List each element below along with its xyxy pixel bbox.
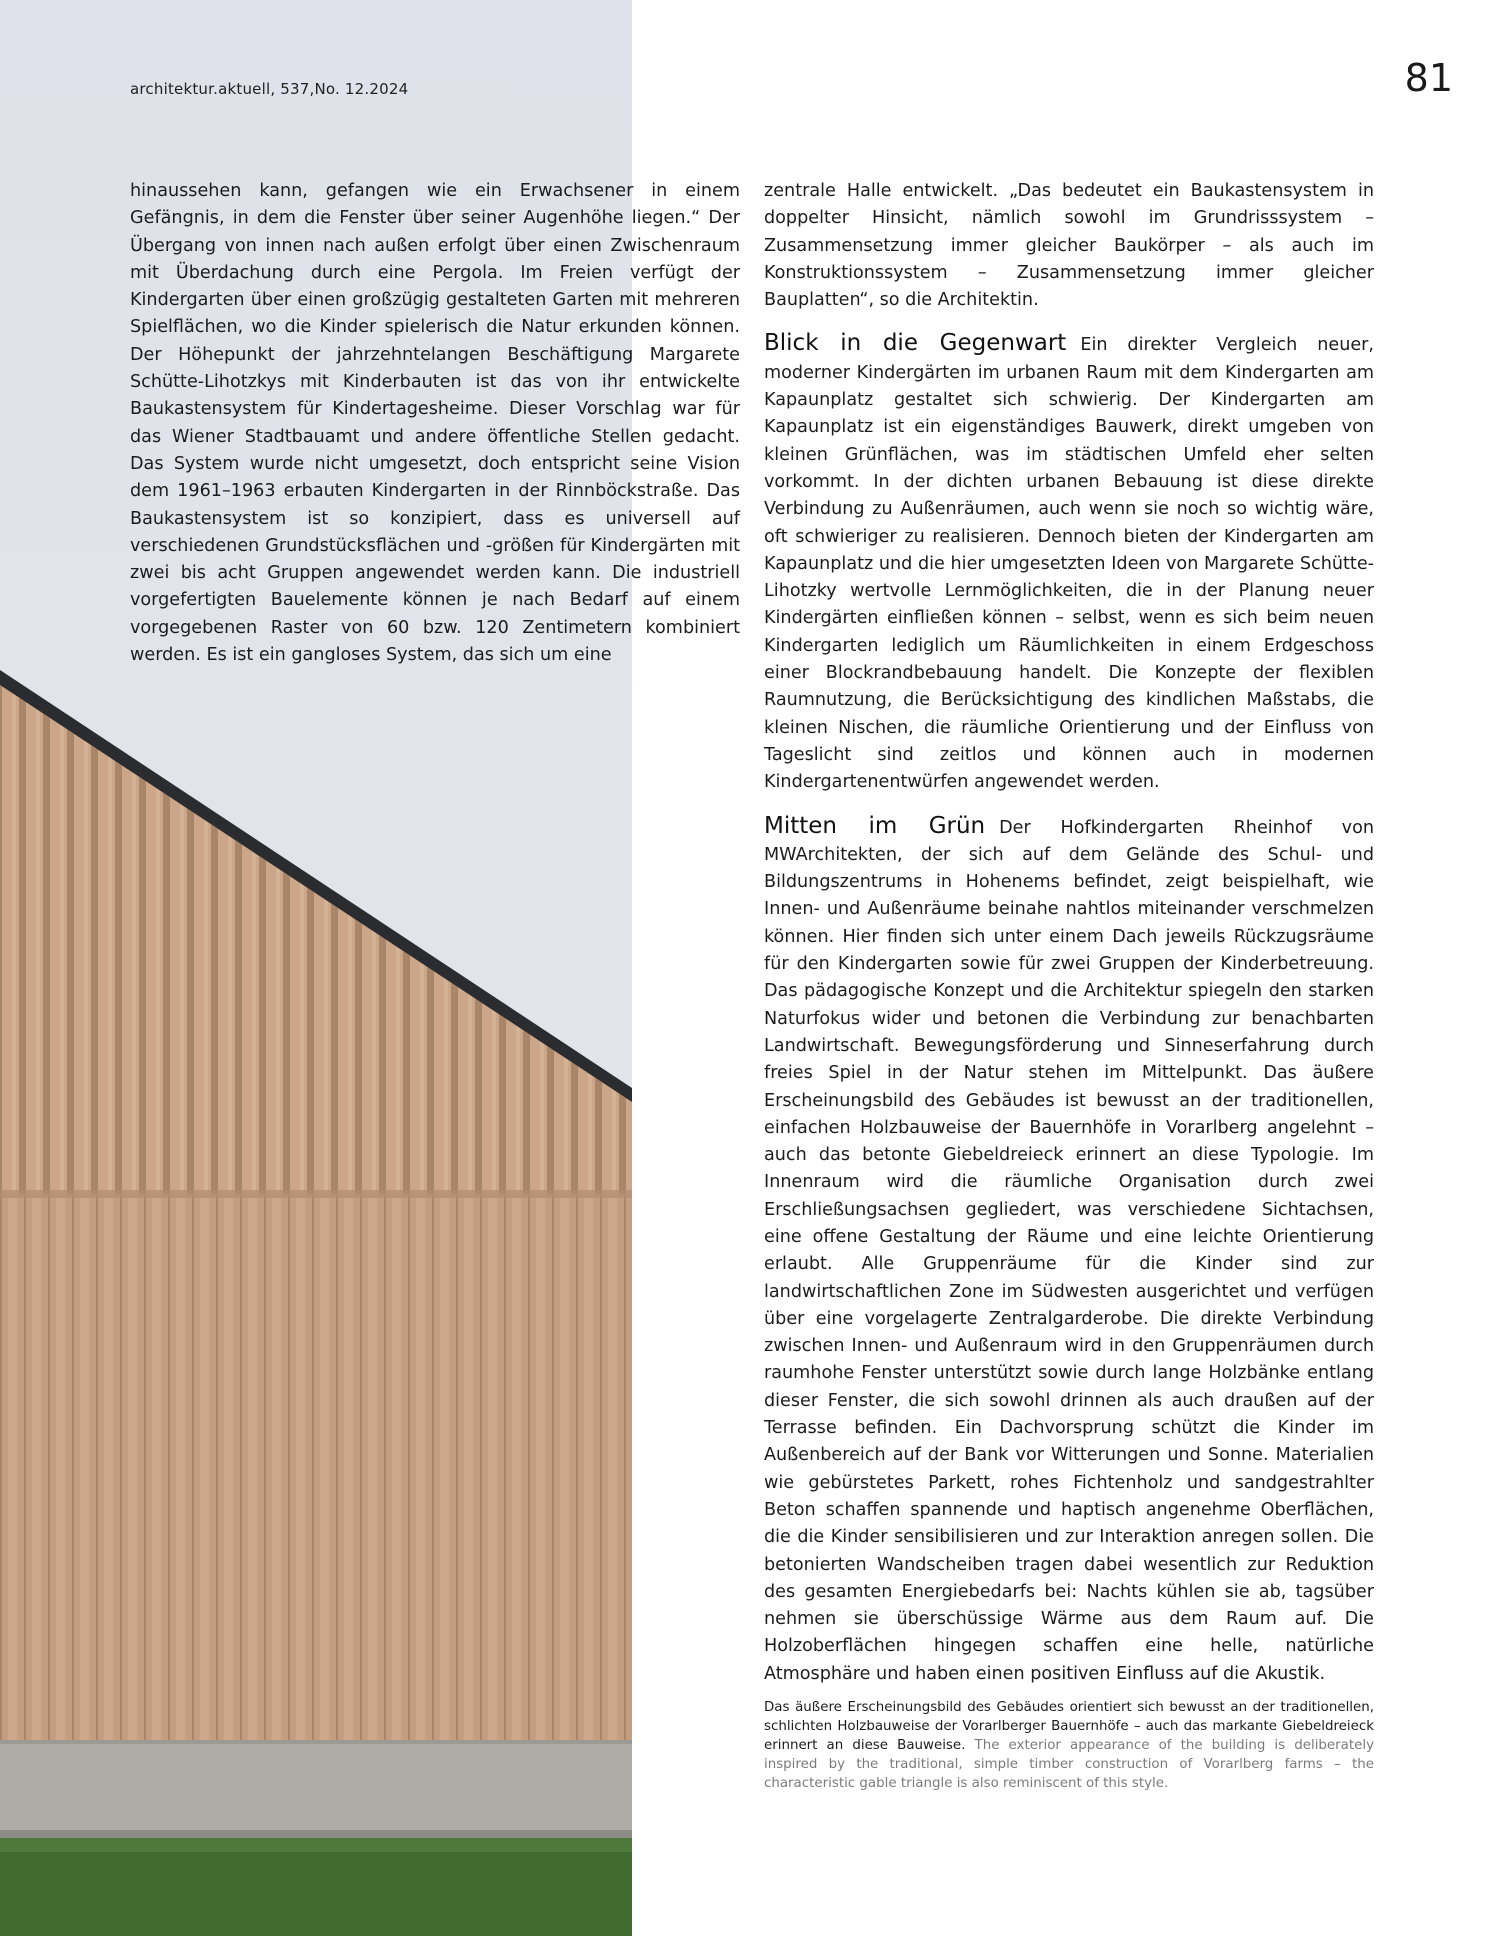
photo-caption [764, 1698, 1374, 1793]
section-mitten-im-gruen [764, 813, 1374, 1689]
section-heading: Blick in die Gegenwart [764, 330, 1067, 357]
caption-german: Das äußere Erscheinungsbild des Gebäudes orientiert sich bewusst an der traditionellen, schlichten Holzbauweise der Vorarlberger Bauernhöfe – auch das markante Giebeldreieck erinnert an diese Bauweise. [764, 1700, 1374, 1753]
section-text: Ein direkter Vergleich neuer, moderner Kindergärten im urbanen Raum mit dem Kindergarten am Kapaunplatz gestaltet sich schwierig. Der Kindergarten am Kapaunplatz ist ein eigenständiges Bauwerk, direkt umgeben von kleinen Grünflächen, was im städtischen Umfeld eher selten vorkommt. In der dichten urbanen Bebauung ist diese direkte Verbindung zu Außenräumen, auch wenn sie noch so wichtig wäre, oft schwieriger zu realisieren. Dennoch bieten der Kindergarten am Kapaunplatz und die hier umgesetzten Ideen von Margarete Schütte-Lihotzky wertvolle Lernmöglichkeiten, die in der Planung neuer Kindergärten einfließen können – selbst, wenn es sich beim neuen Kindergarten lediglich um Räumlichkeiten in einem Erdgeschoss einer Blockrandbebauung handelt. Die Konzepte der flexiblen Raumnutzung, die Berücksichtigung des kindlichen Maßstabs, die kleinen Nischen, die räumliche Orientierung und der Einfluss von Tageslicht sind zeitlos und können auch in modernen Kindergartenentwürfen angewendet werden. [764, 335, 1374, 793]
body-paragraph: hinaussehen kann, gefangen wie ein Erwachsener in einem Gefängnis, in dem die Fenster über seiner Augenhöhe liegen.“ Der Übergang von innen nach außen erfolgt über einen Zwischenraum mit Überdachung durch eine Pergola. Im Freien verfügt der Kindergarten über einen großzügig gestalteten Garten mit mehreren Spielflächen, wo die Kinder spielerisch die Natur erkunden können. Der Höhepunkt der jahrzehntelangen Beschäftigung Margarete Schütte-Lihotzkys mit Kinderbauten ist das von ihr entwickelte Baukastensystem für Kindertagesheime. Dieser Vorschlag war für das Wiener Stadtbauamt und andere öffentliche Stellen gedacht. Das System wurde nicht umgesetzt, doch entspricht seine Vision dem 1961–1963 erbauten Kindergarten in der Rinnböckstraße. Das Baukastensystem ist so konzipiert, dass es universell auf verschiedenen Grundstücksflächen und -größen für Kindergärten mit zwei bis acht Gruppen angewendet werden kann. Die industriell vorgefertigten Bauelemente können je nach Bedarf auf einem vorgegebenen Raster von 60 bzw. 120 Zentimetern kombiniert werden. Es ist ein gangloses System, das sich um eine [130, 181, 740, 666]
caption-english: The exterior appearance of the building is deliberately inspired by the traditional, simple timber construction of Vorarlberg farms – the characteristic gable triangle is also reminiscent of this style. [764, 1738, 1375, 1791]
section-blick-in-die-gegenwart [764, 330, 1374, 796]
left-column [130, 178, 740, 669]
page-number: 81 [1404, 56, 1453, 100]
intro-paragraph: zentrale Halle entwickelt. „Das bedeutet ein Baukastensystem in doppelter Hinsicht, nämlich sowohl im Grundrisssystem – Zusammensetzung immer gleicher Baukörper – als auch im Konstruktionssystem – Zusammensetzung immer gleicher Bauplatten“, so die Architektin. [764, 181, 1374, 311]
running-head: architektur.aktuell, 537,No. 12.2024 [130, 80, 409, 98]
section-heading: Mitten im Grün [764, 812, 986, 839]
section-text: Der Hofkindergarten Rheinhof von MWArchitekten, der sich auf dem Gelände des Schul- und Bildungszentrums in Hohenems befindet, zeigt beispielhaft, wie Innen- und Außenräume beinahe nahtlos miteinander verschmelzen können. Hier finden sich unter einem Dach jeweils Rückzugsräume für den Kindergarten sowie für zwei Gruppen der Kinderbetreuung. Das pädagogische Konzept und die Architektur spiegeln den starken Naturfokus wider und betonen die Verbindung zur benachbarten Landwirtschaft. Bewegungsförderung und Sinneserfahrung durch freies Spiel in der Natur stehen im Mittelpunkt. Das äußere Erscheinungsbild des Gebäudes ist bewusst an der traditionellen, einfachen Holzbauweise der Bauernhöfe in Vorarlberg angelehnt – auch das betonte Giebeldreieck erinnert an diese Typologie. Im Innenraum wird die räumliche Organisation durch zwei Erschließungsachsen gegliedert, was verschiedene Sichtachsen, eine offene Gestaltung der Räume und eine leichte Orientierung erlaubt. Alle Gruppenräume für die Kinder sind zur landwirtschaftlichen Zone im Südwesten ausgerichtet und verfügen über eine vorgelagerte Zentralgarderobe. Die direkte Verbindung zwischen Innen- und Außenraum wird in den Gruppenräumen durch raumhohe Fenster unterstützt sowie durch lange Holzbänke entlang dieser Fenster, die sich sowohl drinnen als auch draußen auf der Terrasse befinden. Ein Dachvorsprung schützt die Kinder im Außenbereich auf der Bank vor Witterungen und Sonne. Materialien wie gebürstetes Parkett, rohes Fichtenholz und sandgestrahlter Beton schaffen spannende und haptisch angenehme Oberflächen, die die Kinder sensibilisieren und zur Interaktion anregen sollen. Die betonierten Wandscheiben tragen dabei wesentlich zur Reduktion des gesamten Energiebedarfs bei: Nachts kühlen sie ab, tagsüber nehmen sie überschüssige Wärme aus dem Raum auf. Die Holzoberflächen hingegen schaffen eine helle, natürliche Atmosphäre und haben einen positiven Einfluss auf die Akustik. [764, 817, 1374, 1684]
right-column [764, 178, 1374, 1688]
